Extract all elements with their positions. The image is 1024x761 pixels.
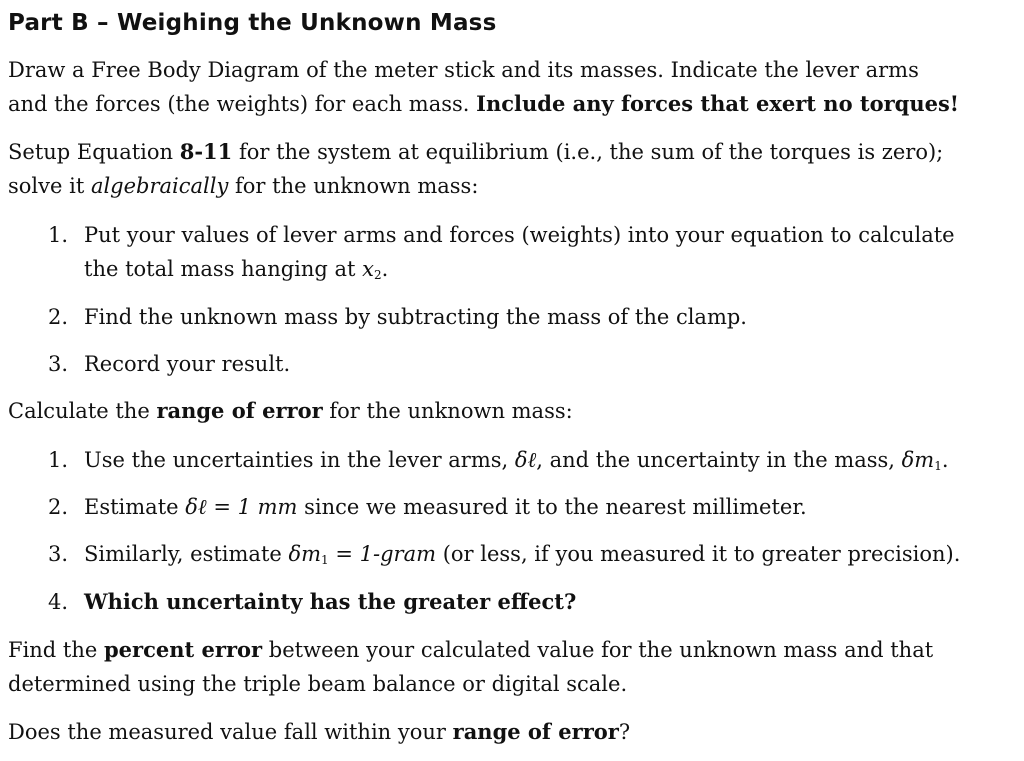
text: determined using the triple beam balance or digital scale. [8, 672, 628, 696]
text: Does the measured value fall within your [8, 720, 453, 744]
list-item [48, 218, 955, 252]
text: for the unknown mass: [322, 399, 573, 423]
paragraph-percent-error-line1 [8, 633, 933, 667]
list-item [48, 347, 290, 381]
paragraph-percent-error-line2 [8, 667, 627, 701]
italic-text: algebraically [90, 174, 229, 198]
text: = [328, 542, 360, 566]
list-item [48, 585, 576, 619]
subscript: 1 [934, 459, 942, 473]
text: Record your result. [84, 352, 291, 376]
emphasis-text: Which uncertainty has the greater effect? [84, 589, 577, 614]
equation-ref: 8-11 [179, 139, 233, 164]
list-number: 3. [48, 352, 69, 376]
text: between your calculated value for the unknown mass and that [262, 638, 934, 662]
paragraph-fbd-line1 [8, 53, 919, 87]
list-item [48, 443, 949, 477]
text: the total mass hanging at [84, 257, 363, 281]
emphasis-text: range of error [452, 719, 619, 744]
symbol: δm [901, 448, 935, 472]
text: solve it [8, 174, 91, 198]
paragraph-setup-line1 [8, 135, 943, 169]
text: Draw a Free Body Diagram of the meter stick and its masses. Indicate the lever arms [8, 58, 919, 82]
value: 1-gram [359, 542, 437, 566]
paragraph-fbd-line2 [8, 87, 959, 121]
text: Use the uncertainties in the lever arms, [84, 448, 515, 472]
text: = [206, 495, 238, 519]
paragraph-range-of-error [8, 394, 573, 428]
list-item [48, 300, 747, 334]
emphasis-text: percent error [104, 637, 263, 662]
variable: x [362, 257, 375, 281]
emphasis-text: Include any forces that exert no torques! [476, 91, 960, 116]
symbol: δm [288, 542, 322, 566]
symbol: δℓ [514, 448, 537, 472]
list-item [48, 490, 807, 524]
paragraph-question [8, 715, 630, 749]
list-item [48, 537, 960, 571]
text: ? [618, 720, 631, 744]
text: , and the uncertainty in the mass, [536, 448, 902, 472]
text: Estimate [84, 495, 186, 519]
list-number: 3. [48, 542, 69, 566]
text: (or less, if you measured it to greater precision). [436, 542, 961, 566]
list-number: 1. [48, 223, 69, 247]
list-number: 1. [48, 448, 69, 472]
paragraph-setup-line2 [8, 169, 478, 203]
text: since we measured it to the nearest millimeter. [297, 495, 807, 519]
list-item-continuation [84, 252, 388, 286]
subscript: 1 [321, 553, 329, 567]
text: for the system at equilibrium (i.e., the sum of the torques is zero); [232, 140, 944, 164]
text: . [941, 448, 949, 472]
text: Setup Equation [8, 140, 180, 164]
symbol: δℓ [185, 495, 207, 519]
text: and the forces (the weights) for each mass. [8, 92, 477, 116]
value: 1 mm [237, 495, 298, 519]
emphasis-text: range of error [156, 398, 323, 423]
text: Similarly, estimate [84, 542, 289, 566]
list-number: 2. [48, 305, 69, 329]
text: Find the unknown mass by subtracting the mass of the clamp. [84, 305, 747, 329]
text: . [381, 257, 389, 281]
text: Find the [8, 638, 104, 662]
text: Put your values of lever arms and forces (weights) into your equation to calculate [84, 223, 955, 247]
list-number: 4. [48, 590, 69, 614]
section-heading: Part B – Weighing the Unknown Mass [8, 10, 497, 36]
text: Calculate the [8, 399, 157, 423]
list-number: 2. [48, 495, 69, 519]
text: for the unknown mass: [228, 174, 479, 198]
subscript: 2 [374, 268, 382, 282]
